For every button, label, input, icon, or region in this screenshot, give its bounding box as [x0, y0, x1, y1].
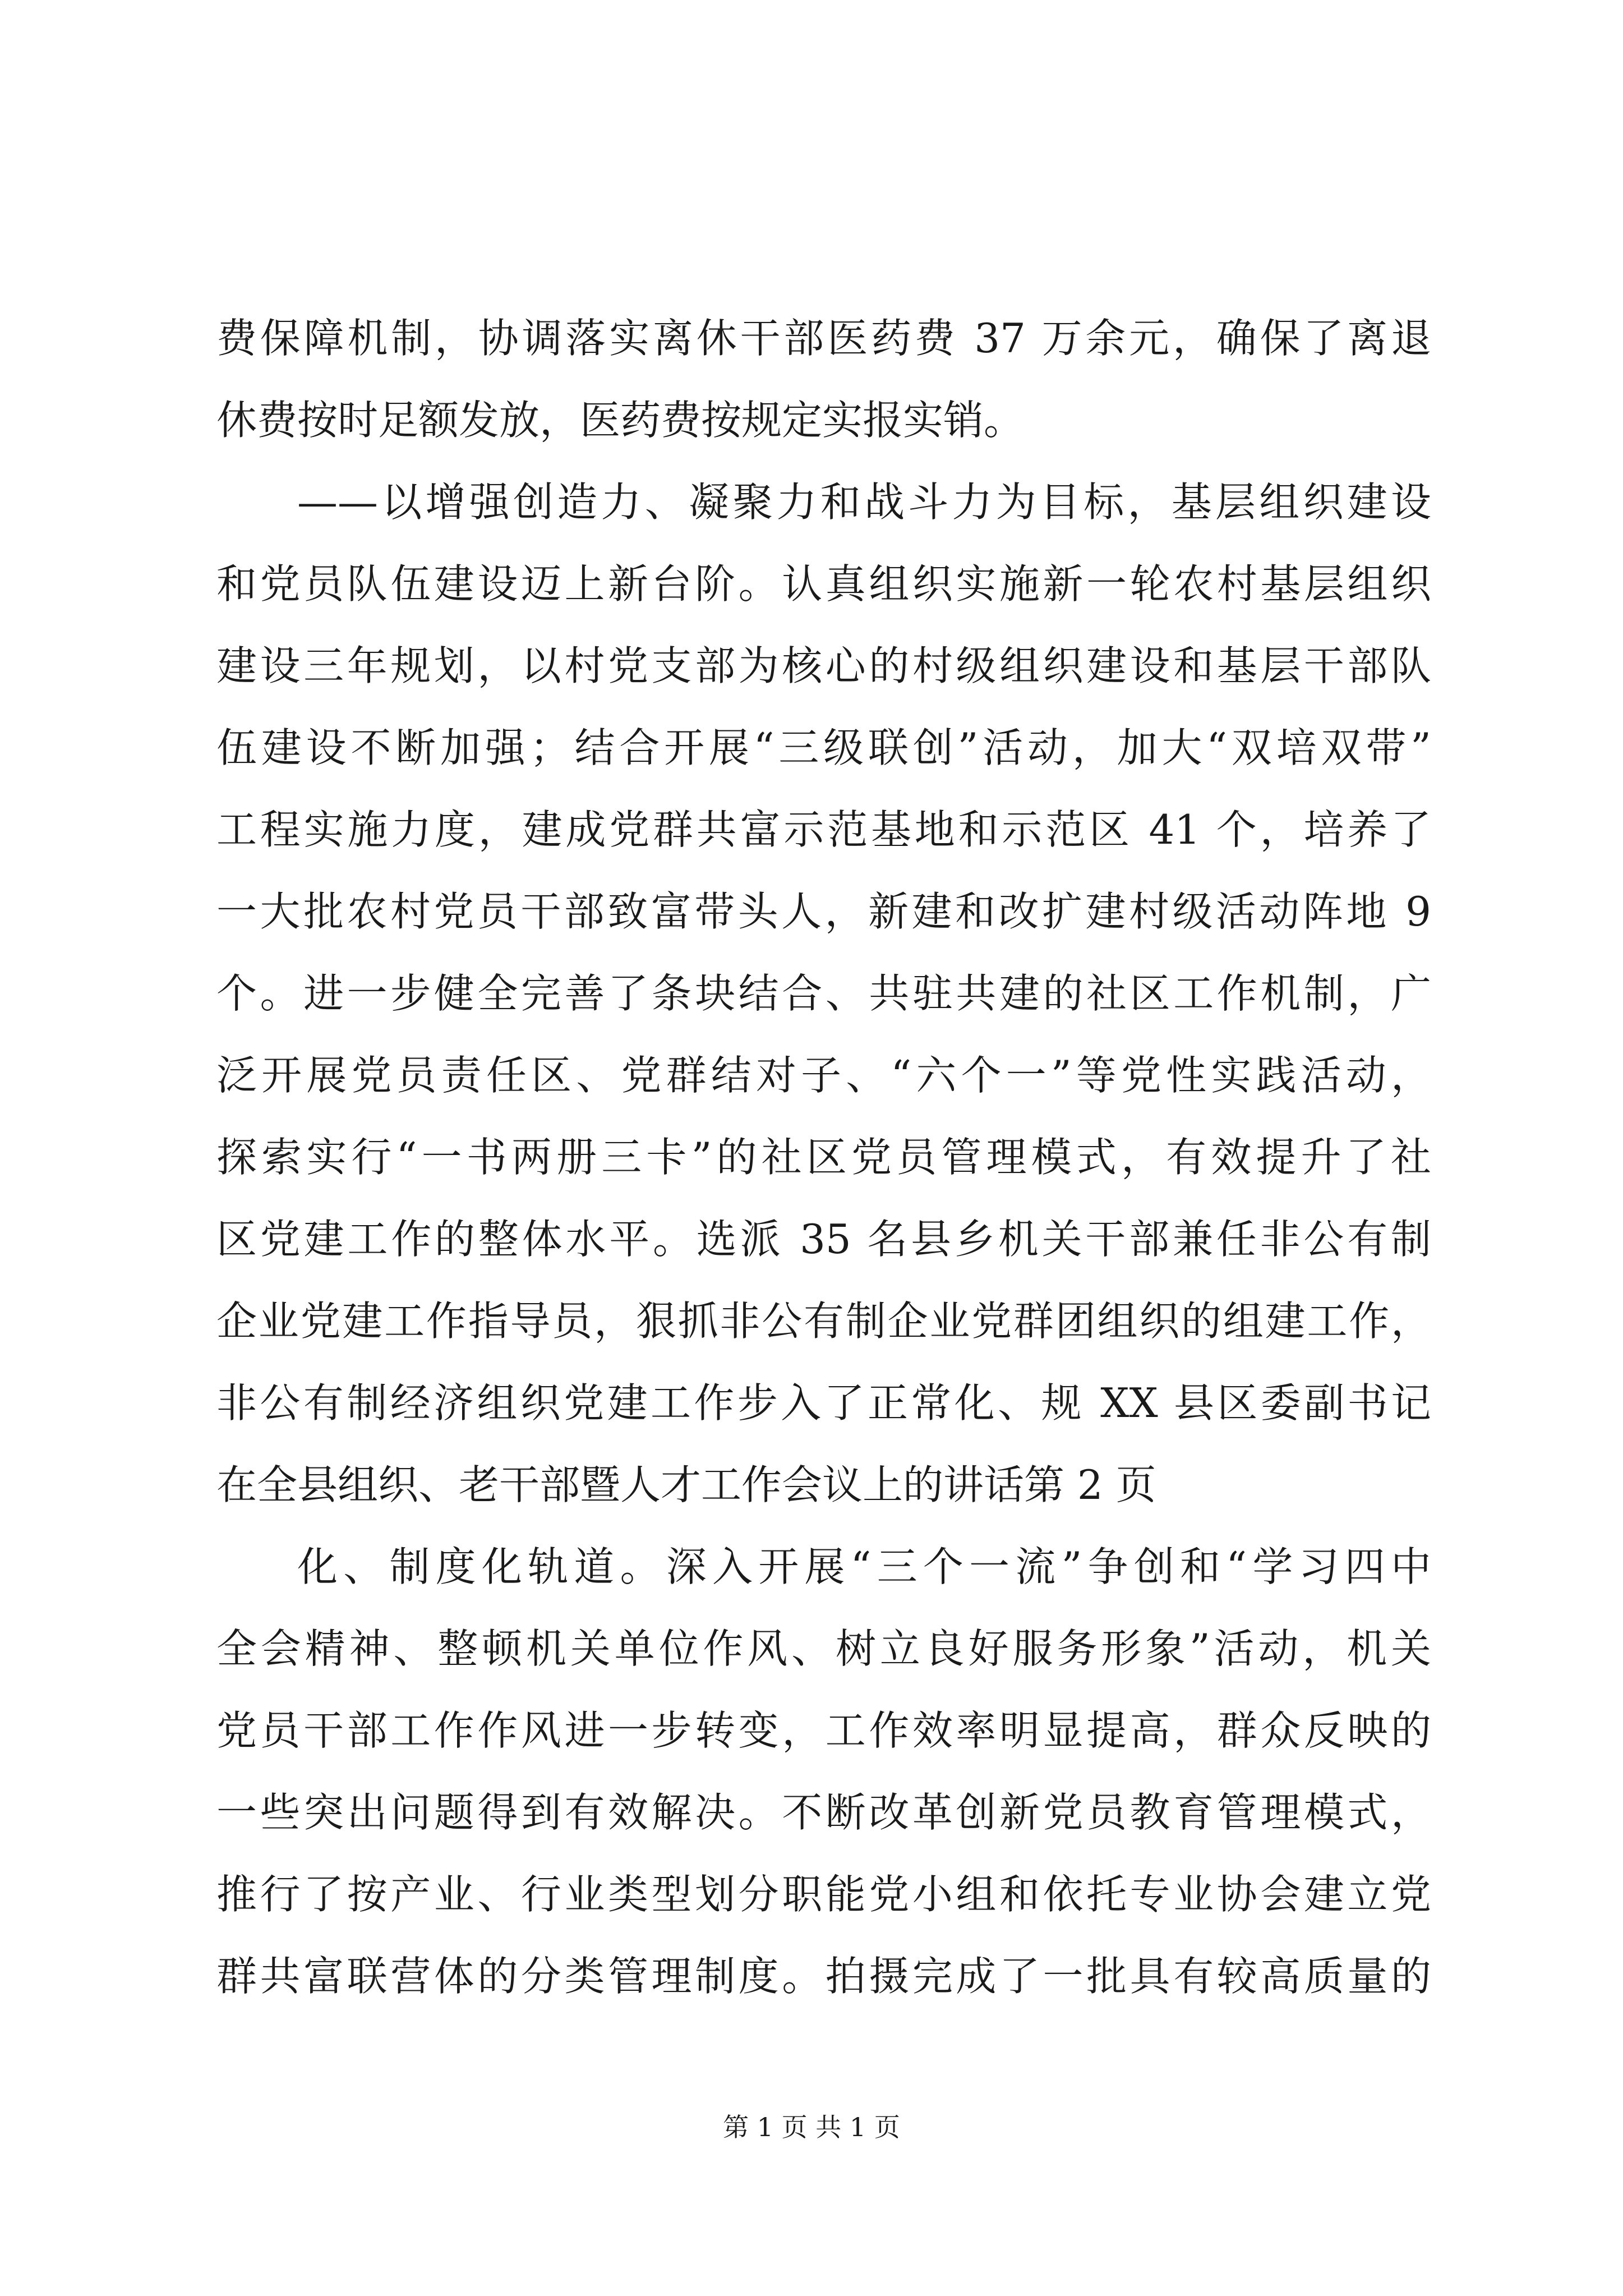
text-line: 费保障机制，协调落实离休干部医药费 37 万余元，确保了离退 — [216, 315, 1431, 362]
text-line: 企业党建工作指导员，狠抓非公有制企业党群团组织的组建工作， — [216, 1297, 1431, 1345]
text-line: 党员干部工作作风进一步转变，工作效率明显提高，群众反映的 — [216, 1707, 1431, 1754]
text-line: ——以增强创造力、凝聚力和战斗力为目标，基层组织建设 — [297, 478, 1431, 526]
text-line: 一些突出问题得到有效解决。不断改革创新党员教育管理模式， — [216, 1789, 1431, 1836]
text-line: 化、制度化轨道。深入开展“三个一流”争创和“学习四中 — [297, 1543, 1431, 1590]
page-footer — [0, 2107, 1623, 2144]
text-line: 在全县组织、老干部暨人才工作会议上的讲话第 2 页 — [216, 1461, 1156, 1508]
text-line: 推行了按产业、行业类型划分职能党小组和依托专业协会建立党 — [216, 1871, 1431, 1918]
text-line: 群共富联营体的分类管理制度。拍摄完成了一批具有较高质量的 — [216, 1953, 1431, 2000]
text-line: 休费按时足额发放，医药费按规定实报实销。 — [216, 397, 1025, 444]
text-line: 区党建工作的整体水平。选派 35 名县乡机关干部兼任非公有制 — [216, 1216, 1431, 1263]
text-line: 一大批农村党员干部致富带头人，新建和改扩建村级活动阵地 9 — [216, 888, 1431, 935]
text-line: 非公有制经济组织党建工作步入了正常化、规 XX 县区委副书记 — [216, 1379, 1431, 1427]
text-line: 个。进一步健全完善了条块结合、共驻共建的社区工作机制，广 — [216, 970, 1431, 1017]
text-line: 工程实施力度，建成党群共富示范基地和示范区 41 个，培养了 — [216, 806, 1431, 853]
text-line: 探索实行“一书两册三卡”的社区党员管理模式，有效提升了社 — [216, 1134, 1431, 1181]
text-line: 伍建设不断加强；结合开展“三级联创”活动，加大“双培双带” — [216, 724, 1431, 771]
text-line: 建设三年规划，以村党支部为核心的村级组织建设和基层干部队 — [216, 642, 1431, 689]
text-line: 泛开展党员责任区、党群结对子、“六个一”等党性实践活动， — [216, 1052, 1431, 1099]
text-line: 和党员队伍建设迈上新台阶。认真组织实施新一轮农村基层组织 — [216, 560, 1431, 608]
text-line: 全会精神、整顿机关单位作风、树立良好服务形象”活动，机关 — [216, 1625, 1431, 1672]
page-number-label: 第 1 页 共 1 页 — [723, 2112, 900, 2142]
document-body — [216, 297, 1431, 2017]
